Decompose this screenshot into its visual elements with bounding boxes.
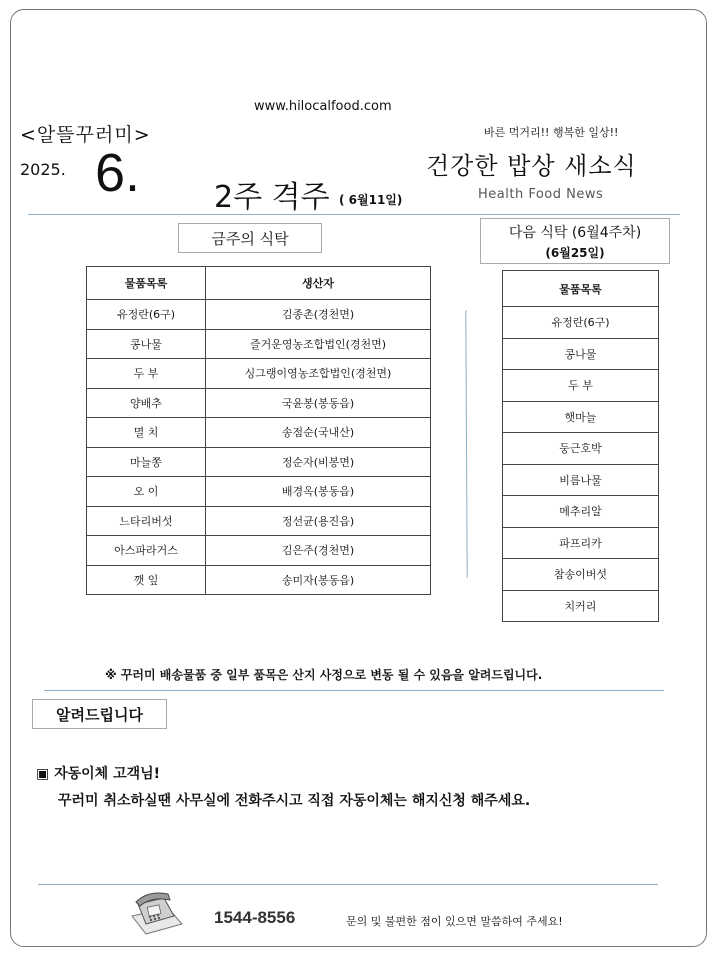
table-row (503, 370, 659, 402)
next-item-cell: 비름나물 (503, 464, 659, 496)
table-row (503, 559, 659, 591)
announcement-body: 꾸러미 취소하실땐 사무실에 전화주시고 직접 자동이체는 해지신청 해주세요. (58, 793, 531, 809)
item-cell: 콩나물 (87, 329, 206, 359)
header-divider (28, 214, 680, 215)
producer-cell: 정선균(용진읍) (206, 506, 431, 536)
next-item-cell: 메추리알 (503, 496, 659, 528)
substitution-notice: ※ 꾸러미 배송물품 중 일부 품목은 산지 사정으로 변동 될 수 있음을 알려드립니다. (105, 668, 543, 682)
table-row (87, 418, 431, 448)
brand-name: <알뜰꾸러미> (20, 124, 151, 146)
next-item-cell: 햇마늘 (503, 401, 659, 433)
column-header-items: 물품목록 (87, 267, 206, 300)
table-row (503, 464, 659, 496)
table-row (87, 300, 431, 330)
item-cell: 오 이 (87, 477, 206, 507)
news-title: 건강한 밥상 새소식 (426, 152, 637, 180)
next-item-cell: 유정란(6구) (503, 307, 659, 339)
this-week-label: 금주의 식탁 (178, 223, 322, 253)
footer-divider (38, 884, 658, 885)
producer-cell: 배경옥(봉동읍) (206, 477, 431, 507)
week-date: ( 6월11일) (339, 193, 403, 207)
table-row (503, 338, 659, 370)
table-row (87, 329, 431, 359)
table-row (503, 527, 659, 559)
announcement-label: 알려드립니다 (32, 699, 167, 729)
issue-month: 6. (95, 143, 141, 203)
slogan: 바른 먹거리!! 행복한 일상!! (484, 126, 619, 139)
website-url: www.hilocalfood.com (254, 99, 392, 114)
table-row (503, 496, 659, 528)
producer-cell: 즐거운영농조합법인(경천면) (206, 329, 431, 359)
table-row (87, 388, 431, 418)
notice-divider (44, 690, 664, 691)
table-row (87, 447, 431, 477)
producer-cell: 싱그랭이영농조합법인(경천면) (206, 359, 431, 389)
item-cell: 유정란(6구) (87, 300, 206, 330)
item-cell: 두 부 (87, 359, 206, 389)
item-cell: 깻 잎 (87, 565, 206, 595)
next-item-cell: 콩나물 (503, 338, 659, 370)
this-week-table (86, 266, 431, 595)
table-row (87, 536, 431, 566)
item-cell: 멸 치 (87, 418, 206, 448)
week-title: 2주 격주 (214, 180, 330, 215)
announcement-title: ▣ 자동이체 고객님! (36, 766, 161, 782)
producer-cell: 김종촌(경천면) (206, 300, 431, 330)
column-header-next-items: 물품목록 (503, 271, 659, 307)
producer-cell: 송점순(국내산) (206, 418, 431, 448)
next-item-cell: 둥근호박 (503, 433, 659, 465)
producer-cell: 송미자(봉동읍) (206, 565, 431, 595)
next-item-cell: 치커리 (503, 590, 659, 622)
next-item-cell: 파프리카 (503, 527, 659, 559)
item-cell: 느타리버섯 (87, 506, 206, 536)
producer-cell: 국윤봉(봉동읍) (206, 388, 431, 418)
column-header-producer: 생산자 (206, 267, 431, 300)
table-row (87, 359, 431, 389)
phone-number[interactable]: 1544-8556 (214, 908, 296, 927)
table-row (87, 506, 431, 536)
table-row (503, 401, 659, 433)
next-week-label-box (480, 218, 670, 264)
table-row (87, 477, 431, 507)
next-item-cell: 참송이버섯 (503, 559, 659, 591)
issue-year: 2025. (20, 160, 66, 179)
item-cell: 양배추 (87, 388, 206, 418)
table-row (503, 307, 659, 339)
next-item-cell: 두 부 (503, 370, 659, 402)
next-week-table (502, 270, 659, 622)
producer-cell: 정순자(비봉면) (206, 447, 431, 477)
producer-cell: 김은주(경천면) (206, 536, 431, 566)
news-subtitle: Health Food News (478, 187, 604, 202)
next-week-label: 다음 식탁 (6월4주차) (508, 224, 642, 241)
table-row (503, 590, 659, 622)
item-cell: 아스파라거스 (87, 536, 206, 566)
item-cell: 마늘쫑 (87, 447, 206, 477)
contact-message: 문의 및 불편한 점이 있으면 말씀하여 주세요! (346, 915, 563, 928)
next-week-date: (6월25일) (545, 245, 605, 260)
table-row (503, 433, 659, 465)
table-row (87, 565, 431, 595)
telephone-icon (128, 886, 184, 938)
